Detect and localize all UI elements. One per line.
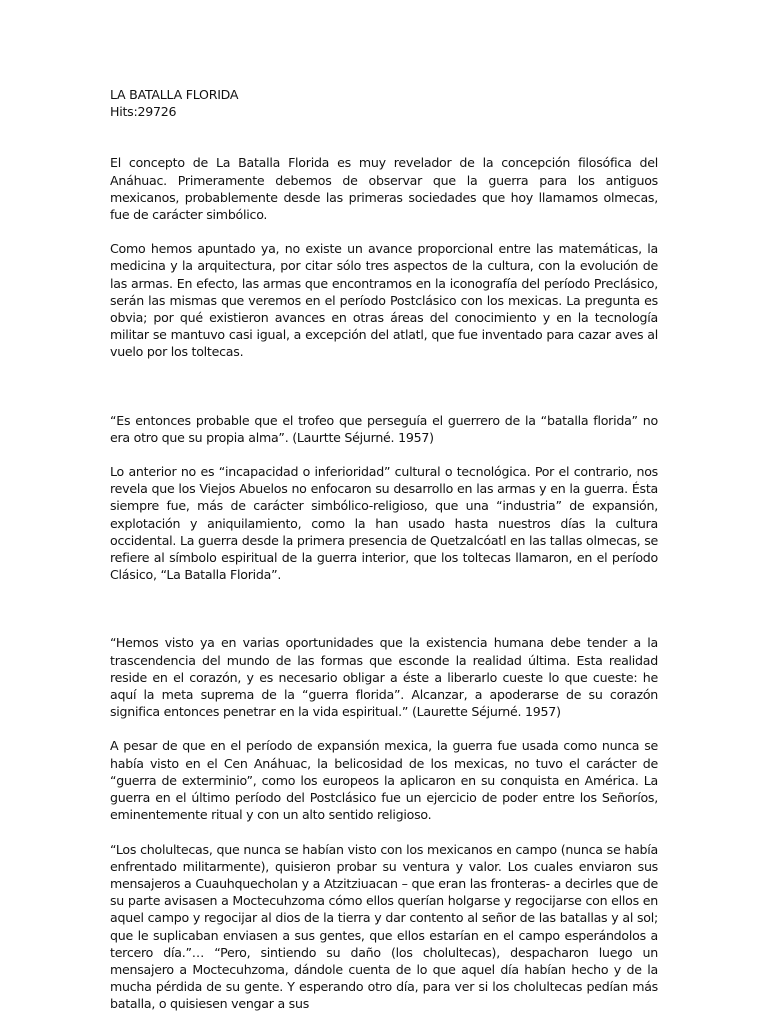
document-page	[110, 86, 658, 1030]
paragraph-inferiority: Lo anterior no es “incapacidad o inferioridad” cultural o tecnológica. Por el contrario, nos revela que los Viejos Abuelos no enfocaron su desarrollo en las armas y en la guerra. Ésta siempre fue, más de carácter simbólico-religioso, que una “industria” de expansión, explotación y aniquilamiento, como la han usado hasta nuestros días la cultura occidental. La guerra desde la primera presencia de Quetzalcóatl en las tallas olmecas, se refiere al símbolo espiritual de la guerra interior, que los toltecas llamaron, en el período Clásico, “La Batalla Florida”.	[110, 464, 658, 583]
spacer	[110, 378, 658, 412]
quote-cholultecas: “Los cholultecas, que nunca se habían visto con los mexicanos en campo (nunca se había enfrentado militarmente), quisieron probar su ventura y valor. Los cuales enviaron sus mensajeros a Cuauhquecholan y a Atzitziuacan – que eran las fronteras- a decirles que de su parte avisasen a Moctecuhzoma cómo ellos querían holgarse y regocijarse con ellos en aquel campo y regocijar al dios de la tierra y dar contento al señor de las batallas y al sol; que le suplicaban enviasen a sus gentes, que ellos estarían en el campo esperándolos a tercero día.”… “Pero, sintiendo su daño (los cholultecas), despacharon luego un mensajero a Moctecuhzoma, dándole cuenta de lo que aquel día habían hecho y de la mucha pérdida de su gente. Y esperando otro día, para ver si los cholultecas pedían más batalla, o quisiesen vengar a sus	[110, 841, 658, 1012]
spacer	[110, 120, 658, 154]
quote-sejourne-1: “Es entonces probable que el trofeo que perseguía el guerrero de la “batalla florida” no era otro que su propia alma”. (Laurtte Séjurné. 1957)	[110, 412, 658, 445]
quote-sejourne-2: “Hemos visto ya en varias oportunidades que la existencia humana debe tender a la trascendencia del mundo de las formas que esconde la realidad última. Esta realidad reside en el corazón, y es necesario obligar a éste a liberarlo cueste lo que cueste: he aquí la meta suprema de la “guerra florida”. Alcanzar, a apoderarse de su corazón significa entonces penetrar en la vida espiritual.” (Laurette Séjurné. 1957)	[110, 635, 658, 720]
document-title: LA BATALLA FLORIDA	[110, 87, 239, 102]
paragraph-weapons: Como hemos apuntado ya, no existe un avance proporcional entre las matemáticas, la medicina y la arquitectura, por citar sólo tres aspectos de la cultura, con la evolución de las armas. En efecto, las armas que encontramos en la iconografía del período Preclásico, serán las mismas que veremos en el período Postclásico con los mexicas. La pregunta es obvia; por qué existieron avances en otras áreas del conocimiento y en la tecnología militar se mantuvo casi igual, a excepción del atlatl, que fue inventado para cazar aves al vuelo por los toltecas.	[110, 241, 658, 360]
hits-counter: Hits:29726	[110, 104, 177, 120]
paragraph-intro: El concepto de La Batalla Florida es muy revelador de la concepción filosófica del Anáhuac. Primeramente debemos de observar que la guerra para los antiguos mexicanos, probablemente desde las primeras sociedades que hoy llamamos olmecas, fue de carácter simbólico.	[110, 155, 658, 223]
spacer	[110, 600, 658, 634]
paragraph-expansion: A pesar de que en el período de expansión mexica, la guerra fue usada como nunca se había visto en el Cen Anáhuac, la belicosidad de los mexicas, no tuvo el carácter de “guerra de exterminio”, como los europeos la aplicaron en su conquista en América. La guerra en el último período del Postclásico fue un ejercicio de poder entre los Señoríos, eminentemente ritual y con un alto sentido religioso.	[110, 738, 658, 823]
